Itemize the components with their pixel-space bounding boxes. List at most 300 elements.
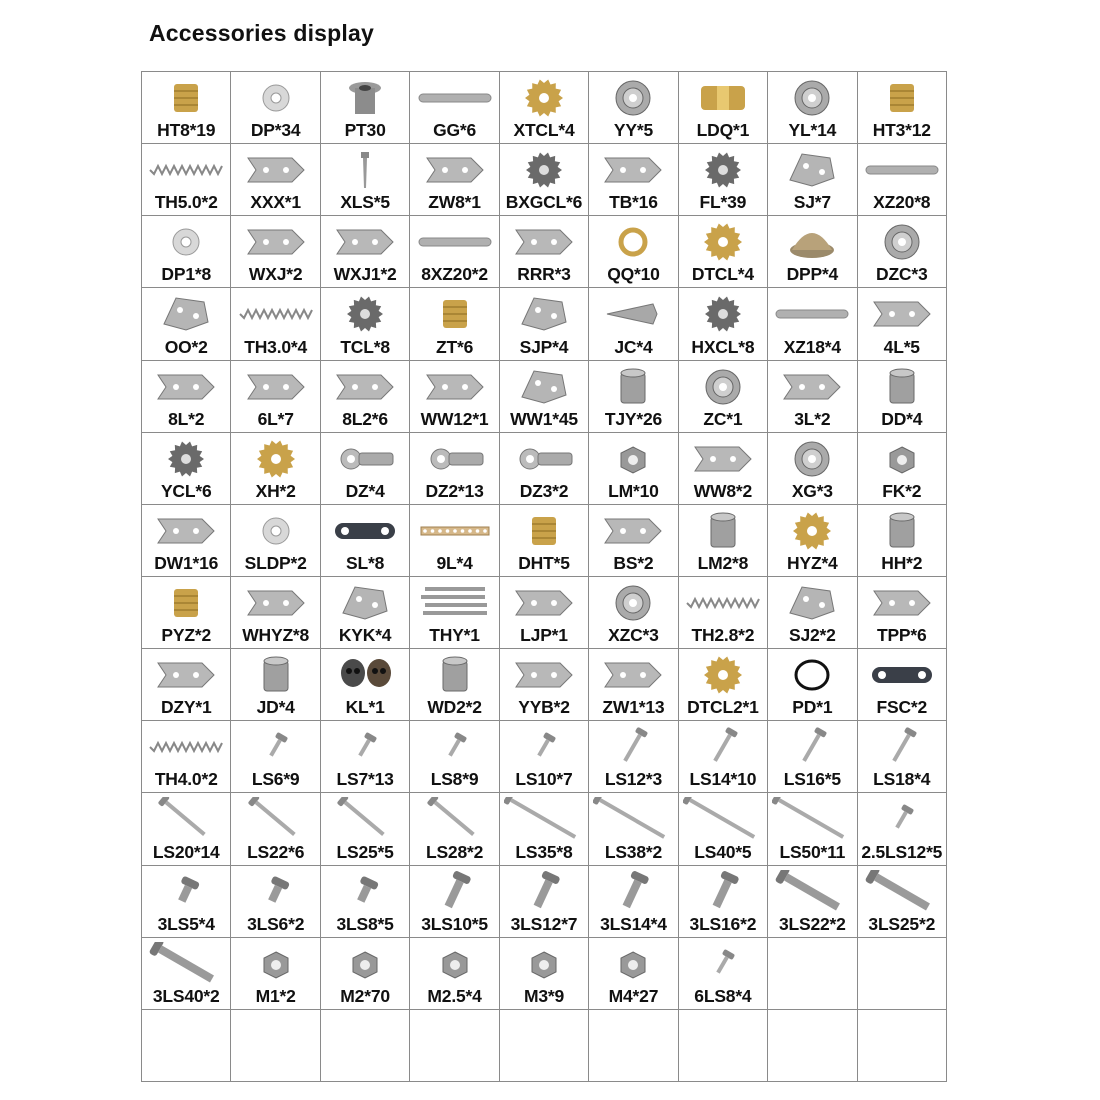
- accessory-label: WW8*2: [693, 480, 753, 501]
- accessory-cell: [410, 72, 499, 144]
- accessory-label: LS50*11: [779, 841, 846, 862]
- accessory-cell: [142, 577, 231, 649]
- accessory-label: DHT*5: [518, 553, 570, 573]
- accessory-cell: [231, 72, 320, 144]
- empty-cell: [768, 938, 857, 1010]
- accessory-cell: [500, 721, 589, 793]
- nut-icon: [858, 437, 946, 481]
- rod-icon: [410, 76, 498, 120]
- accessory-cell: [410, 216, 499, 288]
- coupler-icon: [679, 76, 767, 120]
- rod-icon: [410, 220, 498, 264]
- accessory-cell: [768, 72, 857, 144]
- accessory-cell: [858, 649, 947, 721]
- bracket-icon: [321, 220, 409, 264]
- accessory-cell: [231, 866, 320, 938]
- accessory-label: LS10*7: [515, 769, 573, 790]
- accessory-label: 3LS16*2: [689, 913, 757, 934]
- bracket-icon: [500, 220, 588, 264]
- accessory-cell: [321, 288, 410, 360]
- accessory-cell: [410, 866, 499, 938]
- accessory-cell: [679, 72, 768, 144]
- bracket-icon: [500, 581, 588, 625]
- accessory-label: GG*6: [433, 120, 477, 141]
- accessory-label: PD*1: [792, 697, 833, 718]
- screw-xl-icon: [679, 797, 767, 841]
- accessory-cell: [858, 505, 947, 577]
- screw-xl-icon: [500, 797, 588, 841]
- accessory-cell: [321, 72, 410, 144]
- screw-s-icon: [679, 942, 767, 986]
- accessory-label: XXX*1: [250, 192, 301, 213]
- accessory-cell: [858, 361, 947, 433]
- accessory-cell: [589, 866, 678, 938]
- accessory-cell: [142, 144, 231, 216]
- accessory-label: LS28*2: [425, 841, 484, 862]
- accessory-cell: [500, 216, 589, 288]
- accessory-cell: [589, 721, 678, 793]
- screw-s-icon: [858, 797, 946, 841]
- bolt-l-icon: [858, 870, 946, 914]
- accessory-cell: [142, 361, 231, 433]
- accessory-cell: [768, 793, 857, 865]
- accessory-label: XH*2: [255, 480, 296, 501]
- washer-icon: [231, 76, 319, 120]
- standoff-icon: [858, 365, 946, 409]
- accessory-label: LDQ*1: [696, 120, 750, 141]
- accessory-cell: [679, 144, 768, 216]
- bolt-m-icon: [410, 870, 498, 914]
- accessory-cell: [231, 938, 320, 1010]
- accessory-cell: [142, 216, 231, 288]
- bracket-icon: [589, 509, 677, 553]
- accessory-label: XLS*5: [340, 192, 390, 213]
- accessory-label: LM*10: [608, 480, 659, 501]
- rod-icon: [858, 148, 946, 192]
- accessory-cell: [231, 505, 320, 577]
- accessory-label: M4*27: [608, 985, 659, 1006]
- accessory-cell: [142, 72, 231, 144]
- accessory-label: 6L*7: [257, 408, 294, 429]
- strip-icon: [410, 509, 498, 553]
- link-icon: [321, 509, 409, 553]
- accessory-label: PYZ*2: [161, 625, 211, 646]
- empty-cell: [321, 1010, 410, 1082]
- accessory-label: DD*4: [881, 408, 923, 429]
- bolt-m-icon: [589, 870, 677, 914]
- accessory-label: 9L*4: [436, 553, 473, 573]
- accessory-cell: [410, 288, 499, 360]
- empty-cell: [858, 938, 947, 1010]
- accessory-cell: [321, 793, 410, 865]
- accessory-cell: [858, 144, 947, 216]
- gear-icon: [321, 292, 409, 336]
- accessory-cell: [321, 577, 410, 649]
- accessory-cell: [500, 505, 589, 577]
- accessory-label: LS18*4: [873, 769, 931, 790]
- accessory-label: HH*2: [881, 553, 923, 573]
- accessory-label: RRR*3: [517, 264, 571, 285]
- accessory-cell: [500, 144, 589, 216]
- accessory-cell: [768, 577, 857, 649]
- screw-m-icon: [589, 725, 677, 769]
- link-icon: [858, 653, 946, 697]
- plate-icon: [142, 292, 230, 336]
- spring-icon: [142, 725, 230, 769]
- screw-m-icon: [679, 725, 767, 769]
- ring-icon: [589, 220, 677, 264]
- accessory-label: DTCL2*1: [687, 697, 759, 718]
- brass-gear-icon: [500, 76, 588, 120]
- accessory-label: SJP*4: [519, 336, 569, 357]
- accessory-label: 3LS22*2: [778, 913, 846, 934]
- accessory-cell: [231, 721, 320, 793]
- accessory-label: DZ2*13: [425, 480, 484, 501]
- bolt-m-icon: [500, 870, 588, 914]
- accessory-cell: [589, 433, 678, 505]
- accessory-cell: [768, 505, 857, 577]
- accessory-cell: [500, 577, 589, 649]
- accessory-label: 3LS25*2: [868, 913, 936, 934]
- accessory-cell: [768, 216, 857, 288]
- nut-icon: [500, 942, 588, 986]
- accessory-label: 3L*2: [794, 408, 831, 429]
- washer-icon: [142, 220, 230, 264]
- plate-icon: [321, 581, 409, 625]
- screw-m-icon: [858, 725, 946, 769]
- accessory-cell: [410, 505, 499, 577]
- accessory-label: SJ*7: [793, 192, 831, 213]
- accessory-label: PT30: [344, 120, 386, 141]
- plate-icon: [768, 148, 856, 192]
- nut-icon: [410, 942, 498, 986]
- accessory-cell: [500, 866, 589, 938]
- accessory-cell: [858, 216, 947, 288]
- screw-s-icon: [500, 725, 588, 769]
- accessory-label: M2*70: [340, 985, 390, 1006]
- accessory-cell: [679, 938, 768, 1010]
- accessory-label: DW1*16: [154, 553, 219, 573]
- accessory-cell: [142, 288, 231, 360]
- accessory-label: YYB*2: [518, 697, 570, 718]
- accessory-cell: [589, 649, 678, 721]
- accessory-cell: [768, 433, 857, 505]
- accessory-cell: [410, 361, 499, 433]
- accessory-cell: [321, 505, 410, 577]
- accessory-label: FSC*2: [876, 697, 928, 718]
- empty-cell: [231, 1010, 320, 1082]
- accessory-label: WXJ*2: [248, 264, 303, 285]
- accessory-label: DZC*3: [876, 264, 928, 285]
- accessory-label: FK*2: [882, 480, 922, 501]
- brass-insert-icon: [858, 76, 946, 120]
- accessory-cell: [231, 649, 320, 721]
- empty-cell: [679, 1010, 768, 1082]
- brass-gear-icon: [231, 437, 319, 481]
- accessory-cell: [858, 577, 947, 649]
- standoff-icon: [858, 509, 946, 553]
- spring-icon: [679, 581, 767, 625]
- brass-insert-icon: [410, 292, 498, 336]
- accessory-cell: [679, 288, 768, 360]
- accessory-label: 2.5LS12*5: [861, 841, 943, 862]
- brass-insert-icon: [500, 509, 588, 553]
- bearing-icon: [679, 365, 767, 409]
- accessory-label: DTCL*4: [691, 264, 754, 285]
- empty-cell: [142, 1010, 231, 1082]
- accessory-label: TJY*26: [604, 408, 663, 429]
- accessory-label: LS14*10: [689, 769, 757, 790]
- bracket-icon: [589, 653, 677, 697]
- screw-s-icon: [321, 725, 409, 769]
- accessory-label: 8L2*6: [342, 408, 388, 429]
- accessory-label: XZ18*4: [783, 336, 841, 357]
- accessory-label: LM2*8: [697, 553, 749, 573]
- accessory-label: 3LS10*5: [421, 913, 488, 934]
- accessory-cell: [858, 866, 947, 938]
- screw-s-icon: [231, 725, 319, 769]
- accessory-cell: [768, 361, 857, 433]
- gear-icon: [679, 292, 767, 336]
- accessory-label: ZC*1: [703, 408, 743, 429]
- accessory-cell: [589, 288, 678, 360]
- accessory-cell: [500, 433, 589, 505]
- accessory-label: TH2.8*2: [691, 625, 755, 646]
- bolt-s-icon: [142, 870, 230, 914]
- brass-gear-icon: [768, 509, 856, 553]
- accessory-label: ZW8*1: [428, 192, 481, 213]
- accessory-cell: [858, 721, 947, 793]
- screw-icon: [321, 148, 409, 192]
- accessory-label: WW12*1: [420, 408, 489, 429]
- accessory-label: DZY*1: [160, 697, 212, 718]
- accessory-cell: [768, 649, 857, 721]
- bracket-icon: [142, 365, 230, 409]
- accessory-cell: [231, 361, 320, 433]
- screw-s-icon: [410, 725, 498, 769]
- bracket-icon: [142, 509, 230, 553]
- accessory-label: 8XZ20*2: [421, 264, 488, 285]
- accessory-label: LS38*2: [604, 841, 663, 862]
- accessory-cell: [589, 361, 678, 433]
- accessory-label: JC*4: [614, 336, 653, 357]
- accessory-label: LS25*5: [336, 841, 394, 862]
- accessory-cell: [321, 866, 410, 938]
- standoff-icon: [410, 653, 498, 697]
- accessory-label: KYK*4: [338, 625, 392, 646]
- bolt-l-icon: [768, 870, 856, 914]
- accessory-cell: [768, 288, 857, 360]
- accessory-cell: [410, 144, 499, 216]
- bolt-m-icon: [679, 870, 767, 914]
- screw-xl-icon: [768, 797, 856, 841]
- accessory-cell: [858, 433, 947, 505]
- plate-icon: [768, 581, 856, 625]
- accessory-label: WXJ1*2: [333, 264, 397, 285]
- accessory-label: TCL*8: [340, 336, 390, 357]
- empty-cell: [410, 1010, 499, 1082]
- accessory-cell: [410, 721, 499, 793]
- accessory-cell: [589, 505, 678, 577]
- screw-l-icon: [410, 797, 498, 841]
- accessory-cell: [142, 433, 231, 505]
- accessory-cell: [231, 144, 320, 216]
- spring-icon: [142, 148, 230, 192]
- accessory-cell: [679, 505, 768, 577]
- accessory-cell: [589, 577, 678, 649]
- accessory-label: LS6*9: [251, 769, 300, 790]
- plate-icon: [500, 292, 588, 336]
- rivet-nut-icon: [321, 76, 409, 120]
- accessory-label: JD*4: [256, 697, 295, 718]
- accessory-label: LS7*13: [336, 769, 394, 790]
- accessory-label: SJ2*2: [788, 625, 836, 646]
- accessory-label: ZT*6: [435, 336, 474, 357]
- accessories-grid: [141, 71, 947, 1082]
- terminal-icon: [500, 437, 588, 481]
- accessory-label: SL*8: [346, 553, 385, 573]
- accessory-cell: [142, 649, 231, 721]
- bolt-s-icon: [321, 870, 409, 914]
- accessory-label: XZC*3: [608, 625, 659, 646]
- accessory-cell: [589, 938, 678, 1010]
- accessory-cell: [321, 433, 410, 505]
- bracket-icon: [858, 292, 946, 336]
- accessory-cell: [679, 649, 768, 721]
- accessory-cell: [679, 721, 768, 793]
- empty-cell: [589, 1010, 678, 1082]
- accessory-cell: [410, 433, 499, 505]
- rod-icon: [768, 292, 856, 336]
- bracket-icon: [500, 653, 588, 697]
- accessory-cell: [142, 505, 231, 577]
- accessory-cell: [500, 793, 589, 865]
- terminal-icon: [321, 437, 409, 481]
- accessory-label: 3LS5*4: [157, 913, 215, 934]
- rods-icon: [410, 581, 498, 625]
- screw-xl-icon: [589, 797, 677, 841]
- accessory-cell: [679, 866, 768, 938]
- bracket-icon: [142, 653, 230, 697]
- accessory-cell: [142, 866, 231, 938]
- accessory-cell: [679, 577, 768, 649]
- empty-cell: [858, 1010, 947, 1082]
- accessory-label: M2.5*4: [427, 985, 482, 1006]
- bracket-icon: [679, 437, 767, 481]
- accessory-cell: [231, 433, 320, 505]
- accessory-label: TH4.0*2: [154, 769, 218, 790]
- accessory-cell: [321, 361, 410, 433]
- accessory-label: DZ3*2: [519, 480, 569, 501]
- accessory-cell: [500, 361, 589, 433]
- accessory-cell: [500, 72, 589, 144]
- accessory-cell: [142, 793, 231, 865]
- brass-insert-icon: [142, 76, 230, 120]
- accessory-label: LS40*5: [694, 841, 752, 862]
- standoff-icon: [679, 509, 767, 553]
- accessory-label: BS*2: [613, 553, 654, 573]
- bracket-icon: [768, 365, 856, 409]
- accessory-label: 8L*2: [168, 408, 205, 429]
- bracket-icon: [231, 365, 319, 409]
- accessory-cell: [589, 72, 678, 144]
- bolt-s-icon: [231, 870, 319, 914]
- accessory-cell: [500, 649, 589, 721]
- standoff-icon: [589, 365, 677, 409]
- nut-icon: [231, 942, 319, 986]
- accessory-cell: [142, 721, 231, 793]
- bracket-icon: [321, 365, 409, 409]
- accessory-cell: [321, 216, 410, 288]
- accessory-label: M3*9: [523, 985, 565, 1006]
- standoff-icon: [231, 653, 319, 697]
- gear-icon: [500, 148, 588, 192]
- accessory-label: BXGCL*6: [505, 192, 583, 213]
- spring-icon: [231, 292, 319, 336]
- accessory-label: HXCL*8: [691, 336, 755, 357]
- accessory-label: YL*14: [788, 120, 837, 141]
- accessory-label: 3LS40*2: [152, 985, 220, 1006]
- nut-icon: [321, 942, 409, 986]
- gear-icon: [679, 148, 767, 192]
- accessory-label: 3LS8*5: [336, 913, 394, 934]
- bearing-icon: [768, 437, 856, 481]
- screw-m-icon: [768, 725, 856, 769]
- bearing-icon: [589, 581, 677, 625]
- bearing-icon: [589, 76, 677, 120]
- brass-gear-icon: [679, 653, 767, 697]
- bolt-l-icon: [142, 942, 230, 986]
- cone-icon: [589, 292, 677, 336]
- accessory-cell: [321, 721, 410, 793]
- accessory-label: DP1*8: [161, 264, 212, 285]
- accessory-cell: [410, 577, 499, 649]
- page-title: Accessories display: [149, 20, 374, 46]
- skull-icon: [321, 653, 409, 697]
- empty-cell: [500, 1010, 589, 1082]
- brass-gear-icon: [679, 220, 767, 264]
- accessory-label: WHYZ*8: [242, 625, 310, 646]
- nut-icon: [589, 942, 677, 986]
- bracket-icon: [410, 148, 498, 192]
- washer-icon: [231, 509, 319, 553]
- accessory-label: 3LS12*7: [510, 913, 578, 934]
- accessory-label: LS16*5: [783, 769, 841, 790]
- o-ring-icon: [768, 653, 856, 697]
- accessory-label: M1*2: [255, 985, 296, 1006]
- accessory-label: TH3.0*4: [244, 336, 308, 357]
- accessory-cell: [679, 433, 768, 505]
- accessory-cell: [679, 216, 768, 288]
- accessory-label: TH5.0*2: [154, 192, 218, 213]
- accessory-label: WD2*2: [427, 697, 482, 718]
- dome-icon: [768, 220, 856, 264]
- accessory-cell: [858, 793, 947, 865]
- bearing-icon: [768, 76, 856, 120]
- accessory-label: 6LS8*4: [694, 985, 752, 1006]
- accessory-label: TPP*6: [876, 625, 927, 646]
- accessory-cell: [589, 216, 678, 288]
- bracket-icon: [858, 581, 946, 625]
- accessory-cell: [231, 793, 320, 865]
- screw-l-icon: [321, 797, 409, 841]
- accessory-cell: [500, 938, 589, 1010]
- accessory-cell: [858, 72, 947, 144]
- nut-icon: [589, 437, 677, 481]
- accessory-cell: [768, 721, 857, 793]
- accessory-label: TB*16: [609, 192, 658, 213]
- accessory-label: THY*1: [429, 625, 480, 646]
